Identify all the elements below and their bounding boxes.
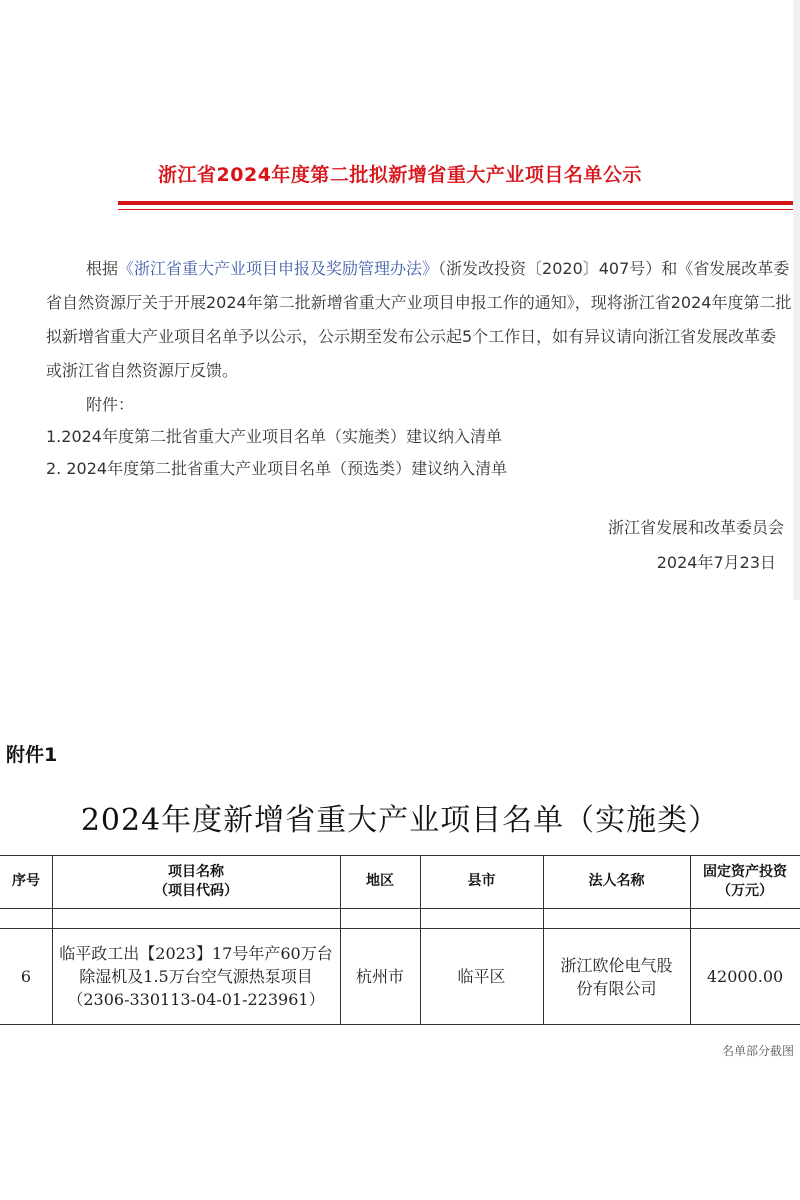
notice-paragraph: [46, 252, 792, 388]
table-rule-bottom: [0, 1024, 800, 1025]
page-edge: [793, 0, 800, 600]
header-project-name: 项目名称 （项目代码）: [154, 863, 238, 899]
row-seq: 6: [20, 967, 32, 986]
attachment-item-1: 1.2024年度第二批省重大产业项目名单（实施类）建议纳入清单: [46, 427, 502, 446]
header-legal-name: 法人名称: [588, 873, 645, 889]
regulation-link[interactable]: 《浙江省重大产业项目申报及奖励管理办法》: [118, 259, 439, 278]
table-rule-header: [0, 908, 800, 909]
list-title: 2024年度新增省重大产业项目名单（实施类）: [80, 803, 720, 838]
attachment-item-2: 2. 2024年度第二批省重大产业项目名单（预选类）建议纳入清单: [46, 459, 508, 478]
project-table: [0, 855, 800, 1025]
header-seq: 序号: [12, 873, 40, 889]
row-investment: 42000.00: [706, 967, 784, 986]
attachments-label: 附件：: [86, 395, 135, 414]
notice-title: 浙江省2024年度第二批拟新增省重大产业项目名单公示: [158, 164, 642, 186]
row-legal-name: 浙江欧伦电气股份有限公司: [560, 955, 673, 998]
title-divider-thick: [118, 201, 800, 205]
header-county: 县市: [467, 873, 496, 889]
para-rest: （浙发改投资〔2020〕407号）和《省发展改革委 省自然资源厅关于开展2024年第二批新增省重大产业项目申报工作的通知》，现将浙江省2024年度第二批拟新增省重大产业项目名单予以公示，公示期至发布公示起5个工作日，如有异议请向浙江省发展改革委或浙江省自然资源厅反馈。: [46, 259, 792, 380]
row-county: 临平区: [457, 967, 506, 986]
header-region: 地区: [366, 873, 394, 889]
screenshot-caption: 名单部分截图: [721, 1044, 794, 1058]
header-investment: 固定资产投资 （万元）: [703, 863, 787, 899]
para-prefix: 根据: [86, 259, 119, 278]
row-project-name: 临平政工出【2023】17号年产60万台除湿机及1.5万台空气源热泵项目（2306-330113-04-01-223961）: [59, 944, 333, 1009]
row-region: 杭州市: [355, 967, 404, 986]
title-divider-thin: [118, 209, 800, 210]
sign-date: 2024年7月23日: [656, 553, 776, 572]
signer: 浙江省发展和改革委员会: [607, 518, 784, 537]
appendix-label: 附件1: [6, 744, 58, 766]
